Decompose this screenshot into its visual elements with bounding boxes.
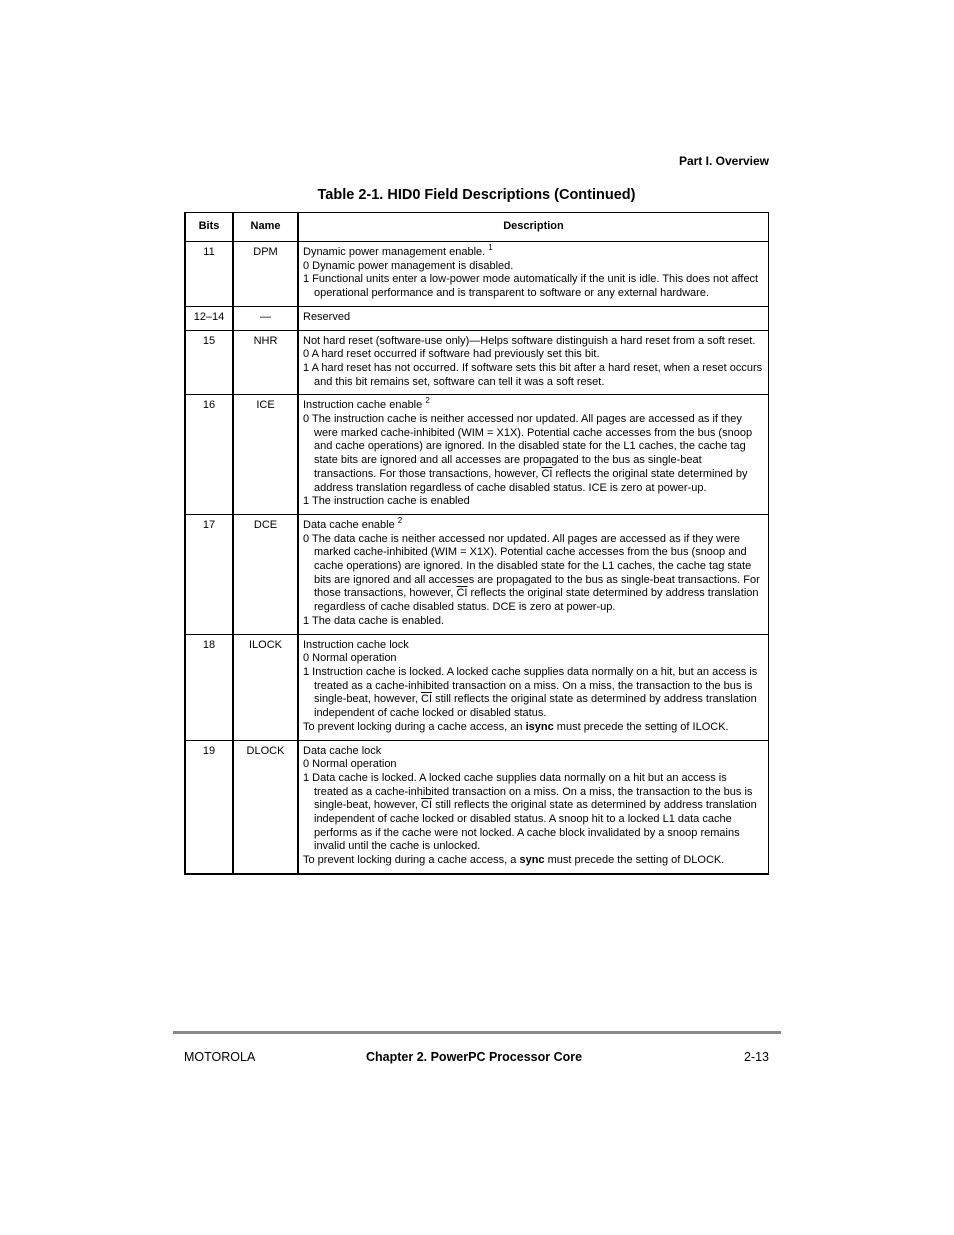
hid0-field-table xyxy=(184,212,769,875)
ci-signal: $\overline{CI}$ xyxy=(421,799,433,812)
table-row xyxy=(185,242,769,307)
table-row xyxy=(185,306,769,330)
footer-page-number: 2-13 xyxy=(743,1050,769,1064)
value-item: 1 A hard reset has not occurred. If software sets this bit after a hard reset, when a reset occurs and this bit remains set, software can tell it was a soft reset. xyxy=(303,361,763,388)
bits-cell: 15 xyxy=(185,330,233,395)
table-row xyxy=(185,634,769,740)
value-item: 1 Instruction cache is locked. A locked cache supplies data normally on a hit, but an access is treated as a cache-inhibited transaction on a miss. On a miss, the transaction to the bus is single-beat, however, $\overline{CI}$ still reflects the original state as determined by address translation independent of cache locked or disabled status. xyxy=(303,665,758,720)
value-item: 1 The data cache is enabled. xyxy=(303,614,445,627)
bits-cell: 17 xyxy=(185,514,233,634)
usage-note: To prevent locking during a cache access, a sync must precede the setting of DLOCK. xyxy=(303,854,725,867)
description-cell xyxy=(298,634,769,740)
instruction-keyword: isync xyxy=(525,720,554,733)
footer-chapter: Chapter 2. PowerPC Processor Core xyxy=(366,1050,583,1064)
footer-rule xyxy=(173,1031,781,1034)
description-cell xyxy=(298,740,769,874)
value-item: 0 The data cache is neither accessed nor updated. All pages are accessed as if they were marked cache-inhibited (WIM = X1X). Potential cache accesses from the bus (snoop and cache operations) are ignored. In the disabled state for the L1 caches, the cache tag state bits are ignored and all accesses are propagated to the bus as single-beat transactions. For those transactions, however, $\overline{CI}$ reflects the original state determined by address translation regardless of cache disabled status. DCE is zero at power-up. xyxy=(303,532,760,614)
footer-publisher: MOTOROLA xyxy=(184,1050,256,1064)
footnote-marker: 1 xyxy=(488,243,493,252)
field-title: Data cache enable $^2$ xyxy=(303,515,403,531)
value-item: 1 The instruction cache is enabled xyxy=(303,495,470,508)
description-cell xyxy=(298,514,769,634)
running-header: Part I. Overview xyxy=(678,154,769,168)
ci-signal: $\overline{CI}$ xyxy=(541,467,553,480)
footnote-marker: 2 xyxy=(397,515,403,525)
field-title: Instruction cache lock xyxy=(303,638,409,651)
table-title: Table 2-1. HID0 Field Descriptions (Continued) xyxy=(317,187,636,203)
name-cell: DLOCK xyxy=(233,740,298,874)
table-row xyxy=(185,514,769,634)
name-cell: DCE xyxy=(233,514,298,634)
bits-cell: 16 xyxy=(185,395,233,515)
name-cell: — xyxy=(233,306,298,330)
value-item: 0 Dynamic power management is disabled. xyxy=(303,259,514,272)
description-cell xyxy=(298,330,769,395)
column-header-bits: Bits xyxy=(185,213,233,242)
field-title: Instruction cache enable $^2$ xyxy=(303,396,430,412)
table-row xyxy=(185,395,769,515)
description-cell: Reserved xyxy=(298,306,769,330)
table-row xyxy=(185,330,769,395)
description-cell xyxy=(298,242,769,307)
name-cell: ILOCK xyxy=(233,634,298,740)
table-header-row xyxy=(185,213,769,242)
ci-signal: $\overline{CI}$ xyxy=(456,587,468,600)
ci-signal: $\overline{CI}$ xyxy=(421,693,433,706)
bits-cell: 18 xyxy=(185,634,233,740)
bits-cell: 11 xyxy=(185,242,233,307)
value-item: 0 Normal operation xyxy=(303,652,397,665)
table-row xyxy=(185,740,769,874)
value-item: 1 Functional units enter a low-power mode automatically if the unit is idle. This does not affect operational performance and is transparent to software or any external hardware. xyxy=(303,273,759,300)
bits-cell: 19 xyxy=(185,740,233,874)
name-cell: ICE xyxy=(233,395,298,515)
field-title: Dynamic power management enable. $^1$ xyxy=(303,243,493,258)
value-item: 1 Data cache is locked. A locked cache supplies data normally on a hit but an access is treated as a cache-inhibited transaction on a miss. On a miss, the transaction to the bus is single-beat, however, $\overline{CI}$ still reflects the original state as determined by address translation independent of cache locked or disabled status. A snoop hit to a locked L1 data cache performs as if the cache were not locked. A cache block invalidated by a snoop remains invalid until the cache is unlocked. xyxy=(303,771,757,853)
field-title: Not hard reset (software-use only)—Helps software distinguish a hard reset from a soft reset. xyxy=(303,334,756,347)
instruction-keyword: sync xyxy=(519,854,545,867)
column-header-description: Description xyxy=(298,213,769,242)
column-header-name: Name xyxy=(233,213,298,242)
footnote-marker: 2 xyxy=(425,396,430,406)
usage-note: To prevent locking during a cache access, an isync must precede the setting of ILOCK. xyxy=(303,720,729,733)
value-item: 0 The instruction cache is neither accessed nor updated. All pages are accessed as if they were marked cache-inhibited (WIM = X1X). Potential cache accesses from the bus (snoop and cache operations) are ignored. In the disabled state for the L1 caches, the cache tag state bits are ignored and all accesses are propagated to the bus as single-beat transactions. For those transactions, however, $\overline{CI}$ reflects the original state determined by address translation regardless of cache disabled status. ICE is zero at power-up. xyxy=(303,413,753,494)
value-item: 0 A hard reset occurred if software had previously set this bit. xyxy=(303,348,600,361)
name-cell: NHR xyxy=(233,330,298,395)
field-title: Data cache lock xyxy=(303,744,382,757)
name-cell: DPM xyxy=(233,242,298,307)
description-cell xyxy=(298,395,769,515)
value-item: 0 Normal operation xyxy=(303,758,397,771)
bits-cell: 12–14 xyxy=(185,306,233,330)
